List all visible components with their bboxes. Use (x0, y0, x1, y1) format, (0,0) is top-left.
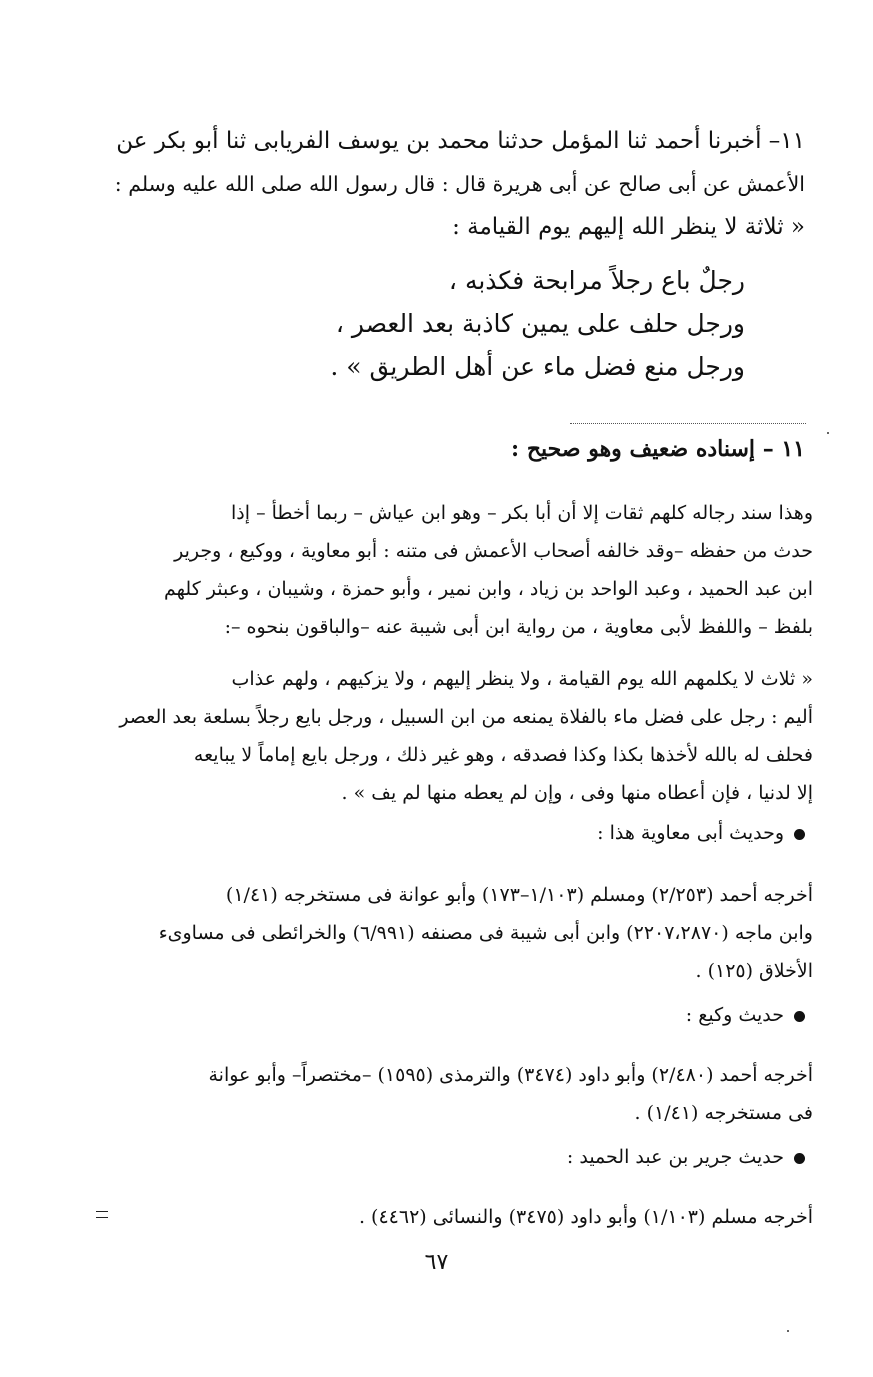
paragraph-line: ابن عبد الحميد ، وعبد الواحد بن زياد ، وابن نمير ، وأبو حمزة ، وشيبان ، وعبثر كلهم (164, 578, 813, 600)
hadith-line-3: « ثلاثة لا ينظر الله إليهم يوم القيامة : (452, 214, 805, 240)
citation-line: فى مستخرجه (١/٤١) . (634, 1102, 813, 1124)
paragraph-line: بلفظ – واللفظ لأبى معاوية ، من رواية ابن أبى شيبة عنه –والباقون بنحوه –: (224, 616, 813, 638)
verse-line: ورجل حلف على يمين كاذبة بعد العصر ، (335, 309, 745, 338)
citation-line: وابن ماجه (٢٢٠٧،٢٨٧٠) وابن أبى شيبة فى مصنفه (٦/٩٩١) والخرائطى فى مساوىء (158, 922, 813, 944)
section-title: وحديث أبى معاوية هذا : (597, 822, 805, 844)
bullet-icon (794, 829, 805, 840)
scan-speck (827, 432, 829, 434)
verse-line: رجلٌ باع رجلاً مرابحة فكذبه ، (448, 266, 745, 295)
citation-line: أخرجه أحمد (٢/٤٨٠) وأبو داود (٣٤٧٤) والترمذى (١٥٩٥) –مختصراً– وأبو عوانة (208, 1064, 813, 1086)
citation-line: الأخلاق (١٢٥) . (695, 960, 813, 982)
bullet-icon (794, 1011, 805, 1022)
scan-speck (787, 1330, 789, 1332)
paragraph-line: أليم : رجل على فضل ماء بالفلاة يمنعه من ابن السبيل ، ورجل بايع رجلاً بسلعة بعد العصر (119, 706, 813, 728)
section-title: حديث وكيع : (686, 1004, 805, 1026)
verse-line: ورجل منع فضل ماء عن أهل الطريق » . (330, 352, 745, 381)
paragraph-line: حدث من حفظه –وقد خالفه أصحاب الأعمش فى متنه : أبو معاوية ، ووكيع ، وجرير (174, 540, 813, 562)
footnote-separator (570, 423, 806, 424)
paragraph-line: وهذا سند رجاله كلهم ثقات إلا أن أبا بكر – وهو ابن عياش – ربما أخطأ – إذا (231, 502, 813, 524)
bullet-icon (794, 1153, 805, 1164)
page-number: ٦٧ (424, 1250, 449, 1275)
hadith-line-2: الأعمش عن أبى صالح عن أبى هريرة قال : قال رسول الله صلى الله عليه وسلم : (114, 172, 805, 196)
paragraph-line: إلا لدنيا ، فإن أعطاه منها وفى ، وإن لم يعطه منها لم يف » . (341, 782, 813, 804)
paragraph-line: فحلف له بالله لأخذها بكذا وكذا فصدقه ، وهو غير ذلك ، ورجل بايع إماماً لا يبايعه (193, 744, 813, 766)
margin-mark (96, 1211, 108, 1218)
commentary-heading: ١١ – إسناده ضعيف وهو صحيح : (511, 436, 805, 462)
paragraph-line: « ثلاث لا يكلمهم الله يوم القيامة ، ولا ينظر إليهم ، ولا يزكيهم ، ولهم عذاب (231, 668, 813, 690)
citation-line: أخرجه مسلم (١/١٠٣) وأبو داود (٣٤٧٥) والنسائى (٤٤٦٢) . (358, 1206, 813, 1228)
section-title: حديث جرير بن عبد الحميد : (567, 1146, 805, 1168)
hadith-line-1: ١١– أخبرنا أحمد ثنا المؤمل حدثنا محمد بن يوسف الفريابى ثنا أبو بكر عن (116, 128, 805, 154)
citation-line: أخرجه أحمد (٢/٢٥٣) ومسلم (١/١٠٣–١٧٣) وأبو عوانة فى مستخرجه (١/٤١) (225, 884, 813, 906)
